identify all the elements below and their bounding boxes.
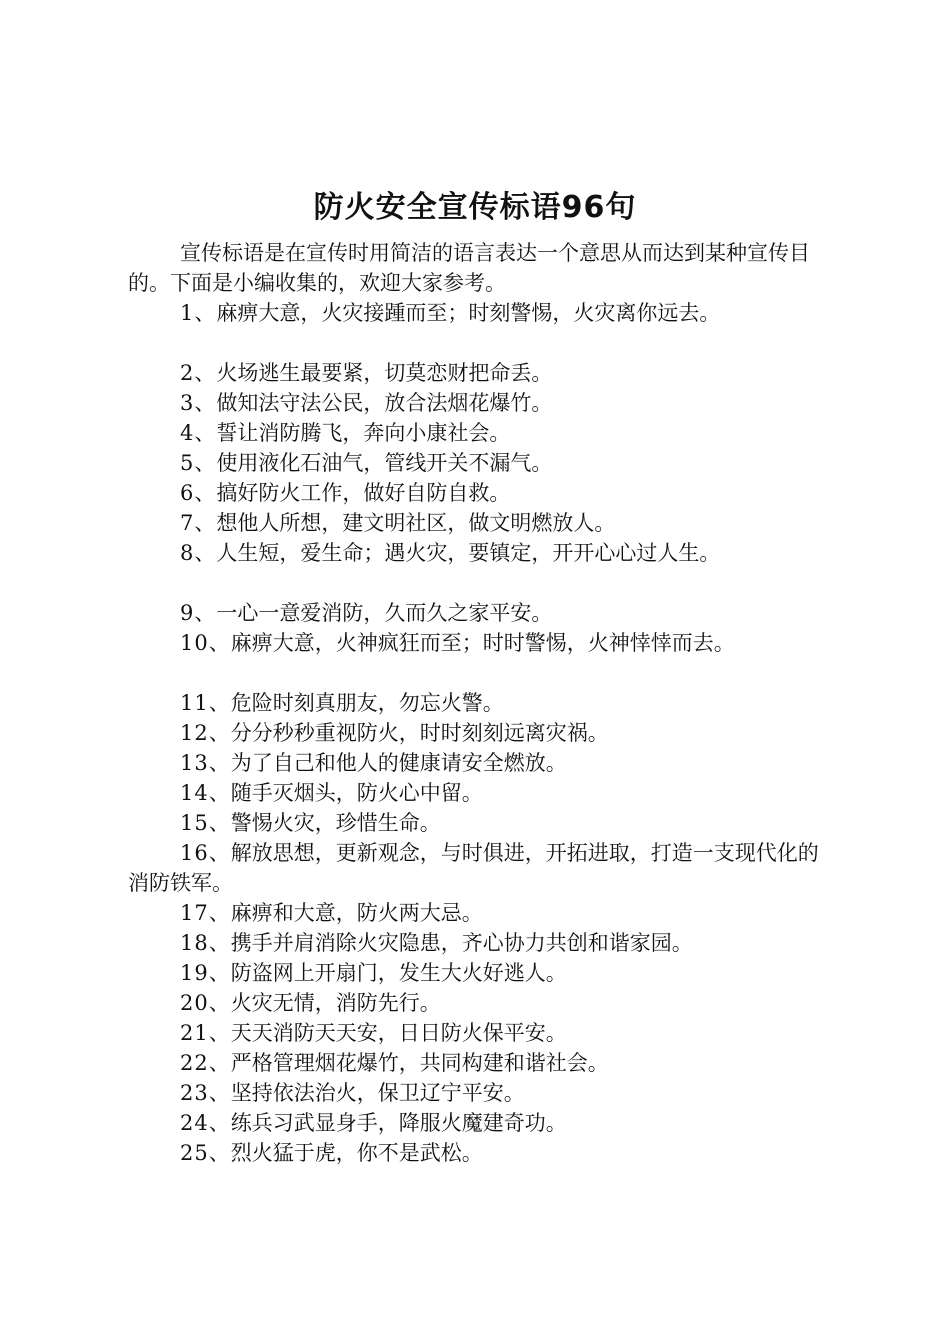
list-item xyxy=(128,388,828,418)
item-text: 搞好防火工作，做好自防自救。 xyxy=(216,481,511,505)
list-item xyxy=(128,1108,828,1138)
item-text: 严格管理烟花爆竹，共同构建和谐社会。 xyxy=(230,1051,609,1075)
item-text: 人生短，爱生命；遇火灾，要镇定，开开心心过人生。 xyxy=(216,541,721,565)
item-number: 8、 xyxy=(180,541,217,565)
item-text: 分分秒秒重视防火，时时刻刻远离灾祸。 xyxy=(230,721,609,745)
document-body xyxy=(128,238,828,1168)
item-number: 1、 xyxy=(180,301,217,325)
list-item xyxy=(128,898,828,928)
item-number: 13、 xyxy=(180,751,231,775)
item-text: 练兵习武显身手，降服火魔建奇功。 xyxy=(230,1111,567,1135)
list-item xyxy=(128,628,828,658)
item-text: 麻痹和大意，防火两大忌。 xyxy=(230,901,483,925)
item-text: 火场逃生最要紧，切莫恋财把命丢。 xyxy=(216,361,553,385)
item-text: 携手并肩消除火灾隐患，齐心协力共创和谐家园。 xyxy=(230,931,693,955)
item-text: 一心一意爱消防，久而久之家平安。 xyxy=(216,601,553,625)
item-text: 随手灭烟头，防火心中留。 xyxy=(230,781,483,805)
item-text: 为了自己和他人的健康请安全燃放。 xyxy=(230,751,567,775)
item-number: 25、 xyxy=(180,1141,231,1165)
item-number: 4、 xyxy=(180,421,217,445)
item-number: 24、 xyxy=(180,1111,231,1135)
item-text: 警惕火灾，珍惜生命。 xyxy=(230,811,441,835)
item-text: 做知法守法公民，放合法烟花爆竹。 xyxy=(216,391,553,415)
item-number: 11、 xyxy=(180,691,231,715)
item-number: 9、 xyxy=(180,601,217,625)
item-number: 16、 xyxy=(180,841,231,865)
list-item xyxy=(128,718,828,748)
item-number: 22、 xyxy=(180,1051,231,1075)
item-text: 解放思想，更新观念，与时俱进，开拓进取，打造一支现代化的消防铁军。 xyxy=(128,841,819,895)
list-item xyxy=(128,598,828,628)
list-item xyxy=(128,538,828,568)
item-text: 麻痹大意，火灾接踵而至；时刻警惕，火灾离你远去。 xyxy=(216,301,721,325)
item-number: 18、 xyxy=(180,931,231,955)
item-text: 麻痹大意，火神疯狂而至；时时警惕，火神悻悻而去。 xyxy=(230,631,735,655)
list-item xyxy=(128,448,828,478)
list-item xyxy=(128,928,828,958)
item-text: 天天消防天天安，日日防火保平安。 xyxy=(230,1021,567,1045)
item-number: 15、 xyxy=(180,811,231,835)
list-item xyxy=(128,838,828,898)
item-number: 23、 xyxy=(180,1081,231,1105)
item-number: 7、 xyxy=(180,511,217,535)
document-title: 防火安全宣传标语96句 xyxy=(313,190,637,225)
list-item xyxy=(128,418,828,448)
list-item xyxy=(128,688,828,718)
item-text: 危险时刻真朋友，勿忘火警。 xyxy=(230,691,504,715)
item-text: 誓让消防腾飞，奔向小康社会。 xyxy=(216,421,511,445)
item-number: 19、 xyxy=(180,961,231,985)
list-item xyxy=(128,1048,828,1078)
item-number: 17、 xyxy=(180,901,231,925)
item-number: 5、 xyxy=(180,451,217,475)
list-item xyxy=(128,358,828,388)
item-number: 10、 xyxy=(180,631,231,655)
item-text: 防盗网上开扇门，发生大火好逃人。 xyxy=(230,961,567,985)
item-text: 使用液化石油气，管线开关不漏气。 xyxy=(216,451,553,475)
list-item xyxy=(128,778,828,808)
list-item xyxy=(128,478,828,508)
list-item xyxy=(128,1018,828,1048)
list-item xyxy=(128,508,828,538)
slogan-list xyxy=(128,298,828,1168)
item-number: 2、 xyxy=(180,361,217,385)
item-text: 坚持依法治火，保卫辽宁平安。 xyxy=(230,1081,525,1105)
list-item xyxy=(128,748,828,778)
item-text: 想他人所想，建文明社区，做文明燃放人。 xyxy=(216,511,616,535)
item-number: 12、 xyxy=(180,721,231,745)
item-number: 14、 xyxy=(180,781,231,805)
list-item xyxy=(128,988,828,1018)
item-text: 烈火猛于虎，你不是武松。 xyxy=(230,1141,483,1165)
list-item xyxy=(128,298,828,328)
item-number: 20、 xyxy=(180,991,231,1015)
list-item xyxy=(128,1138,828,1168)
list-item xyxy=(128,808,828,838)
list-item xyxy=(128,958,828,988)
item-text: 火灾无情，消防先行。 xyxy=(230,991,441,1015)
item-number: 6、 xyxy=(180,481,217,505)
item-number: 3、 xyxy=(180,391,217,415)
list-item xyxy=(128,1078,828,1108)
intro-paragraph: 宣传标语是在宣传时用简洁的语言表达一个意思从而达到某种宣传目的。下面是小编收集的，欢迎大家参考。 xyxy=(128,241,810,295)
item-number: 21、 xyxy=(180,1021,231,1045)
